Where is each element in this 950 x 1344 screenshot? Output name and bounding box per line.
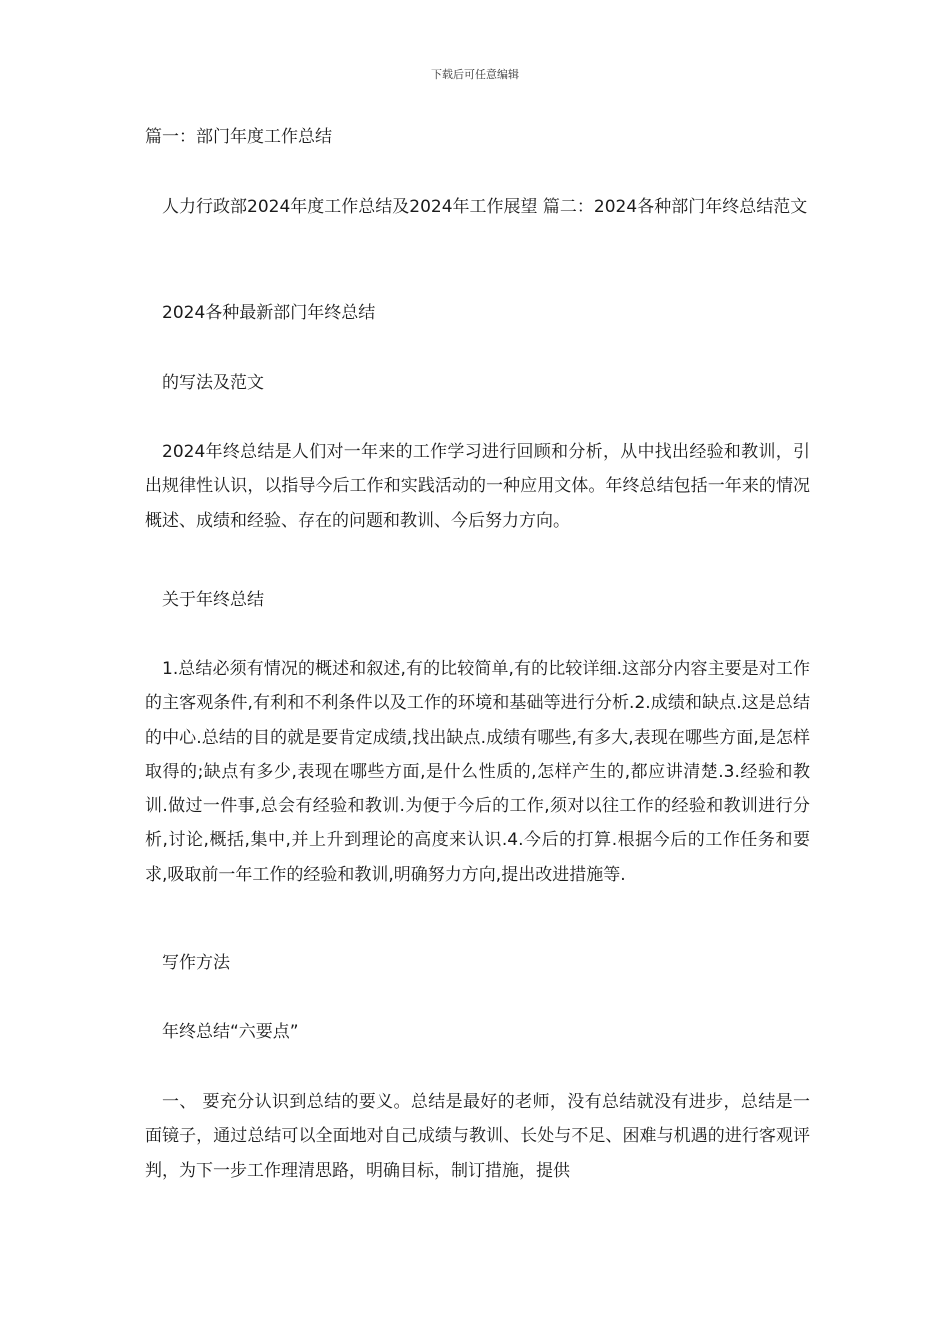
paragraph-heading-line-2: 的写法及范文 [162,373,264,393]
paragraph-about-title: 关于年终总结 [162,590,264,610]
paragraph-heading-line-1: 2024各种最新部门年终总结 [162,303,376,323]
paragraph-about-content: 1.总结必须有情况的概述和叙述,有的比较简单,有的比较详细.这部分内容主要是对工作的主客观条件,有利和不利条件以及工作的环境和基础等进行分析.2.成绩和缺点.这是总结的中心.总结的目的就是要肯定成绩,找出缺点.成绩有哪些,有多大,表现在哪些方面,是怎样取得的;缺点有多少,表现在哪些方面,是什么性质的,怎样产生的,都应讲清楚.3.经验和教训.做过一件事,总会有经验和教训.为便于今后的工作,须对以往工作的经验和教训进行分析,讨论,概括,集中,并上升到理论的高度来认识.4.今后的打算.根据今后的工作任务和要求,吸取前一年工作的经验和教训,明确努力方向,提出改进措施等. [145,659,810,885]
header-note: 下载后可任意编辑 [431,68,519,81]
section-title-1: 篇一：部门年度工作总结 [145,127,332,147]
paragraph-writing-method: 写作方法 [162,953,230,973]
paragraph-point-one: 一、 要充分认识到总结的要义。总结是最好的老师，没有总结就没有进步，总结是一面镜子，通过总结可以全面地对自己成绩与教训、长处与不足、困难与机遇的进行客观评判，为下一步工作理清思路，明确目标，制订措施，提供 [145,1092,810,1181]
paragraph-subtitle-line: 人力行政部2024年度工作总结及2024年工作展望 篇二：2024各种部门年终总结范文 [162,197,808,217]
paragraph-intro: 2024年终总结是人们对一年来的工作学习进行回顾和分析，从中找出经验和教训，引出规律性认识，以指导今后工作和实践活动的一种应用文体。年终总结包括一年来的情况概述、成绩和经验、存在的问题和教训、今后努力方向。 [145,442,810,531]
paragraph-six-points-title: 年终总结“六要点” [162,1022,299,1042]
